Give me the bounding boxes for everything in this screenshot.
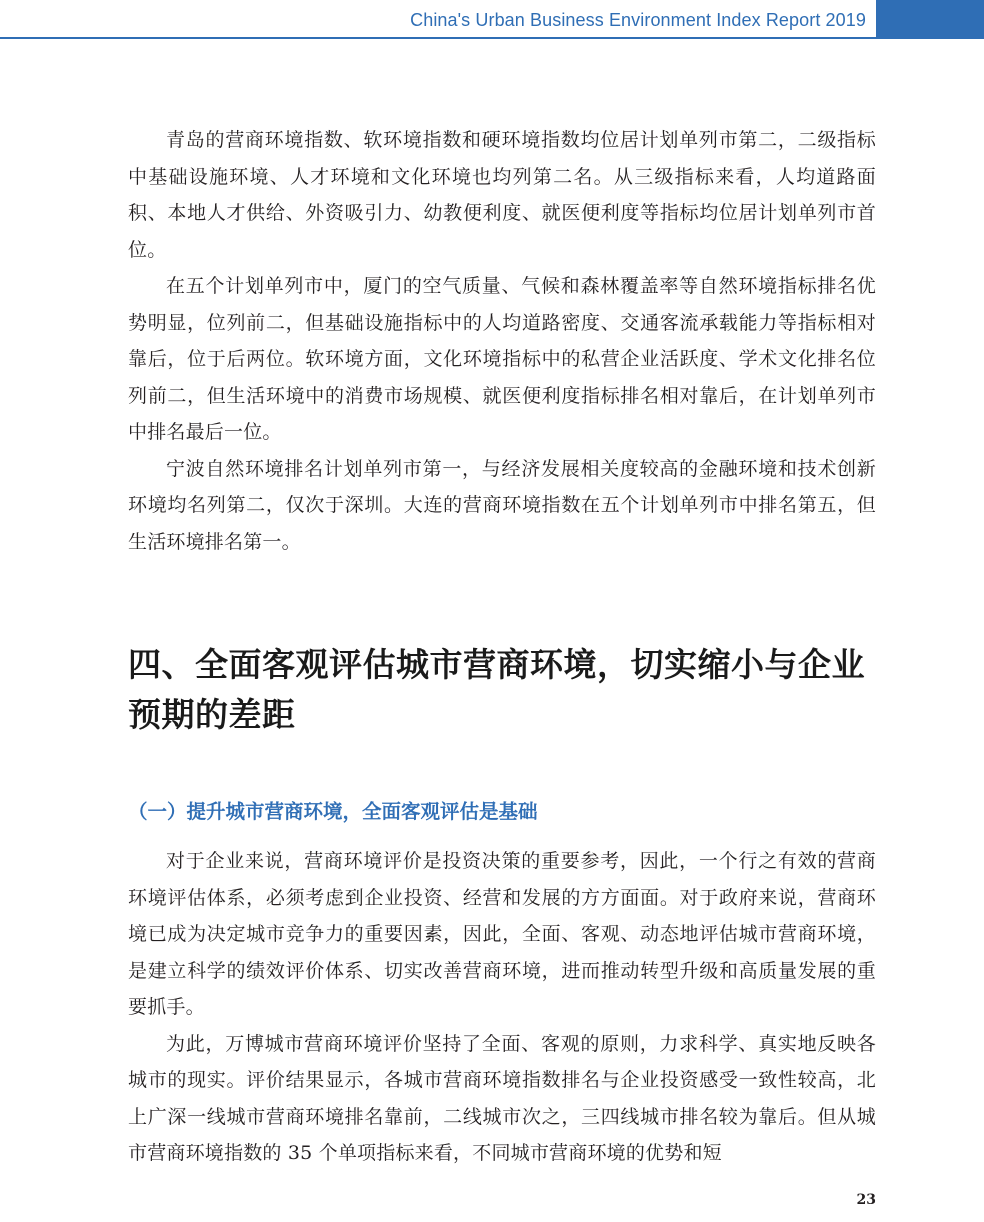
sub-heading: （一）提升城市营商环境，全面客观评估是基础 (128, 800, 538, 823)
body-text-top (128, 122, 876, 560)
page-number: 23 (856, 1192, 876, 1208)
paragraph-ningbo-dalian: 宁波自然环境排名计划单列市第一，与经济发展相关度较高的金融环境和技术创新环境均名列第二，仅次于深圳。大连的营商环境指数在五个计划单列市中排名第五，但生活环境排名第一。 (128, 457, 876, 553)
paragraph-qingdao: 青岛的营商环境指数、软环境指数和硬环境指数均位居计划单列市第二，二级指标中基础设施环境、人才环境和文化环境也均列第二名。从三级指标来看，人均道路面积、本地人才供给、外资吸引力、幼教便利度、就医便利度等指标均位居计划单列市首位。 (128, 129, 876, 261)
header-accent-block (876, 0, 984, 39)
paragraph-evaluation-principles: 为此，万博城市营商环境评价坚持了全面、客观的原则，力求科学、真实地反映各城市的现实。评价结果显示，各城市营商环境指数排名与企业投资感受一致性较高，北上广深一线城市营商环境排名靠前，二线城市次之，三四线城市排名较为靠后。但从城市营商环境指数的 35 个单项指标来看，不同城市营商环境的优势和短 (128, 1032, 876, 1164)
header-rule (0, 37, 876, 39)
paragraph-evaluation-importance: 对于企业来说，营商环境评价是投资决策的重要参考，因此，一个行之有效的营商环境评估体系，必须考虑到企业投资、经营和发展的方方面面。对于政府来说，营商环境已成为决定城市竞争力的重要因素，因此，全面、客观、动态地评估城市营商环境，是建立科学的绩效评价体系、切实改善营商环境，进而推动转型升级和高质量发展的重要抓手。 (128, 850, 876, 1018)
paragraph-xiamen: 在五个计划单列市中，厦门的空气质量、气候和森林覆盖率等自然环境指标排名优势明显，位列前二，但基础设施指标中的人均道路密度、交通客流承载能力等指标相对靠后，位于后两位。软环境方面，文化环境指标中的私营企业活跃度、学术文化排名位列前二，但生活环境中的消费市场规模、就医便利度指标排名相对靠后，在计划单列市中排名最后一位。 (128, 275, 876, 443)
section-heading: 四、全面客观评估城市营商环境，切实缩小与企业预期的差距 (128, 645, 865, 734)
running-title: China's Urban Business Environment Index Report 2019 (410, 10, 866, 30)
running-header (0, 0, 984, 40)
body-text-bottom (128, 843, 876, 1172)
